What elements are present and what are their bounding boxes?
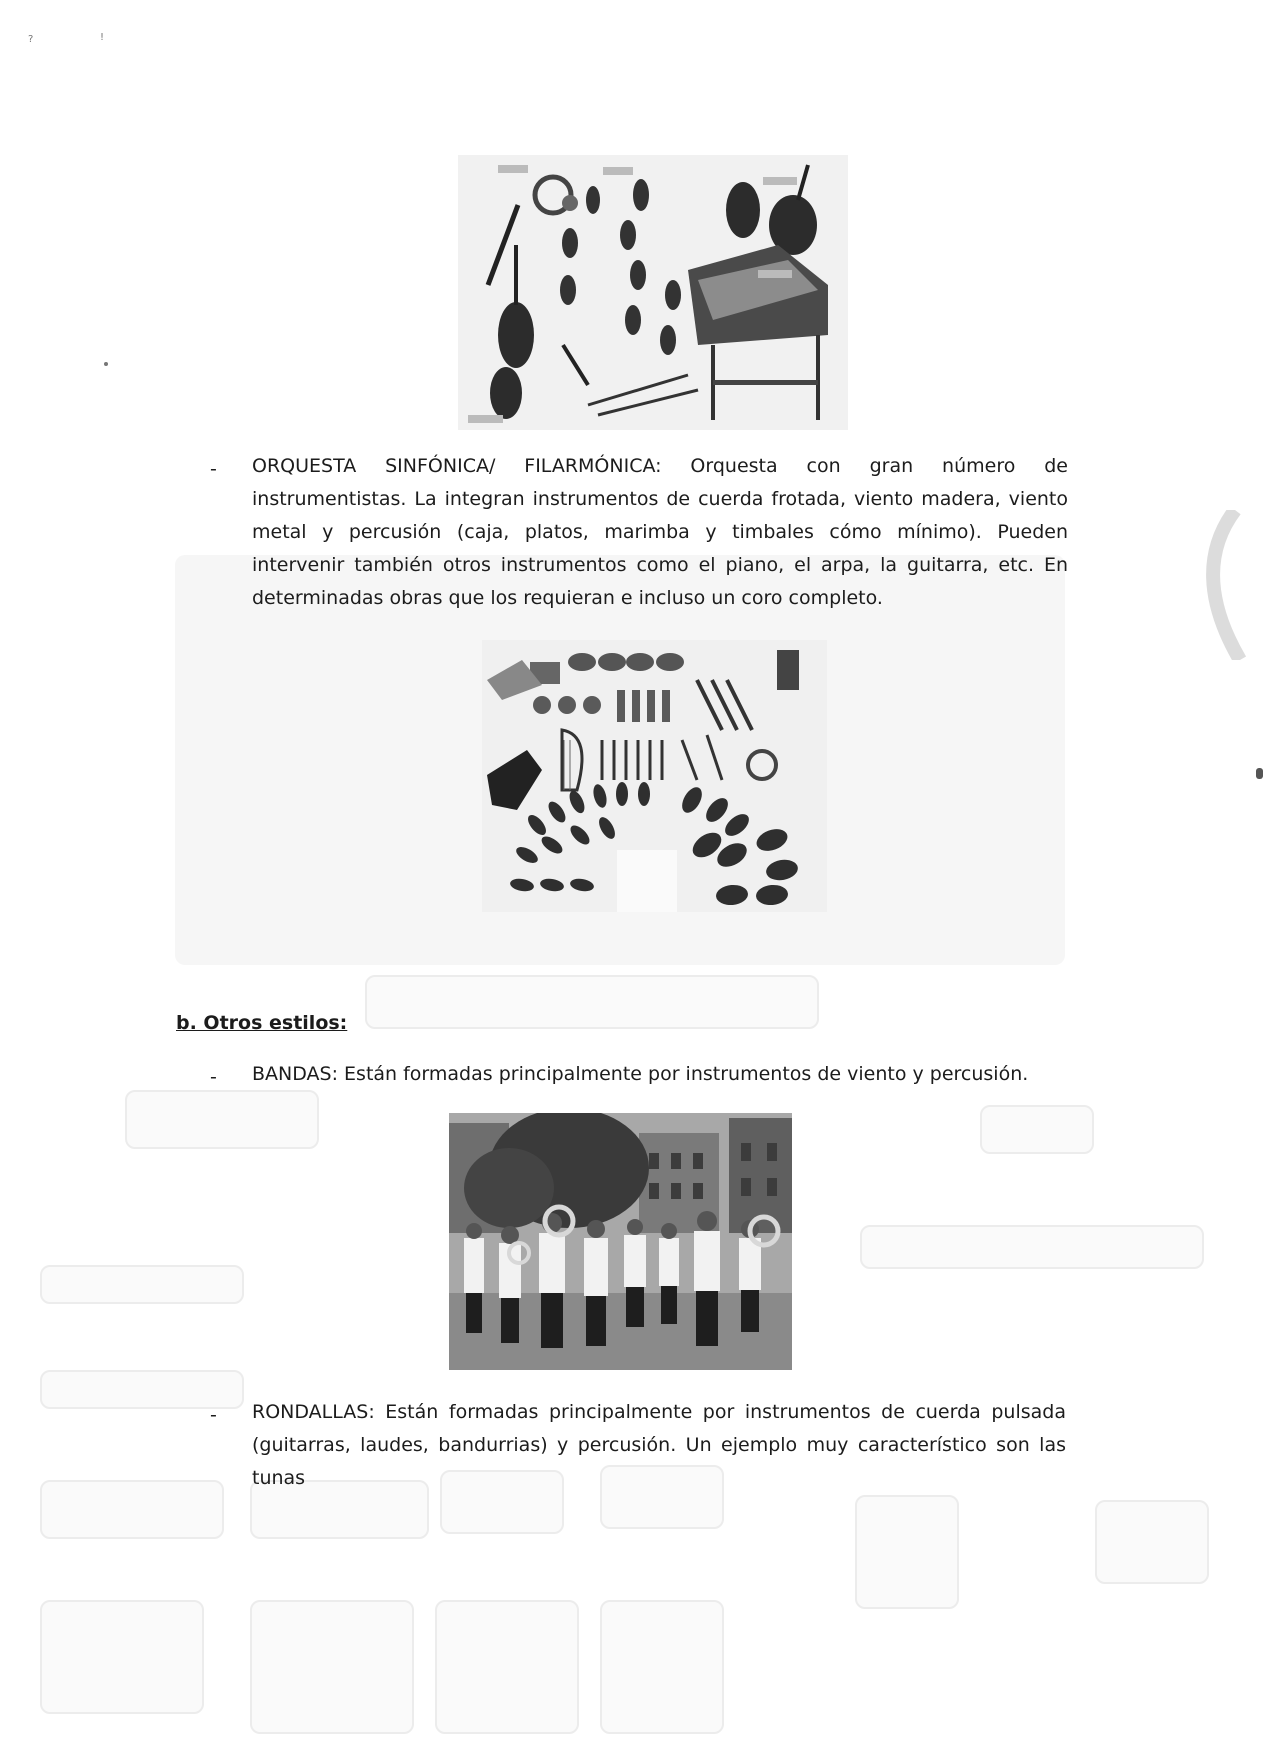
bleed-through-box xyxy=(125,1090,319,1149)
scan-dot xyxy=(1256,768,1263,779)
bleed-through-box xyxy=(855,1495,959,1609)
scan-mark: ? xyxy=(28,34,34,45)
bullet-dash: - xyxy=(210,458,217,480)
orquesta-sinfonica-paragraph: ORQUESTA SINFÓNICA/ FILARMÓNICA: Orquesta con gran número de instrumentistas. La integran instrumentos de cuerda frotada, viento madera, viento metal y percusión (caja, platos, marimba y timbales cómo mínimo). Pueden intervenir también otros instrumentos como el piano, el arpa, la guitarra, etc. En determinadas obras que los requieran e incluso un coro completo. xyxy=(252,455,1068,609)
bandas-paragraph: BANDAS: Están formadas principalmente por instrumentos de viento y percusión. xyxy=(252,1063,1029,1085)
bleed-through-box xyxy=(365,975,819,1029)
symphony-orchestra-layout-photo xyxy=(482,640,827,912)
rondallas-paragraph: RONDALLAS: Están formadas principalmente por instrumentos de cuerda pulsada (guitarras, laudes, bandurrias) y percusión. Un ejemplo muy característico son las tunas xyxy=(252,1401,1066,1489)
bleed-through-box xyxy=(600,1600,724,1734)
scan-edge-smudge xyxy=(1195,510,1255,660)
section-heading: b. Otros estilos: xyxy=(176,1012,348,1034)
bleed-through-box xyxy=(860,1225,1204,1269)
bleed-through-box xyxy=(980,1105,1094,1154)
bleed-through-box xyxy=(250,1600,414,1734)
marching-band-photo xyxy=(449,1113,792,1370)
chamber-orchestra-instruments-photo xyxy=(458,155,848,430)
bullet-dash: - xyxy=(210,1066,217,1088)
bullet-dash: - xyxy=(210,1404,217,1426)
bleed-through-box xyxy=(1095,1500,1209,1584)
scan-mark: ! xyxy=(100,32,105,43)
bleed-through-box xyxy=(40,1265,244,1304)
bleed-through-box xyxy=(435,1600,579,1734)
bleed-through-box xyxy=(40,1480,224,1539)
bleed-through-box xyxy=(40,1600,204,1714)
scan-dot xyxy=(104,362,108,366)
